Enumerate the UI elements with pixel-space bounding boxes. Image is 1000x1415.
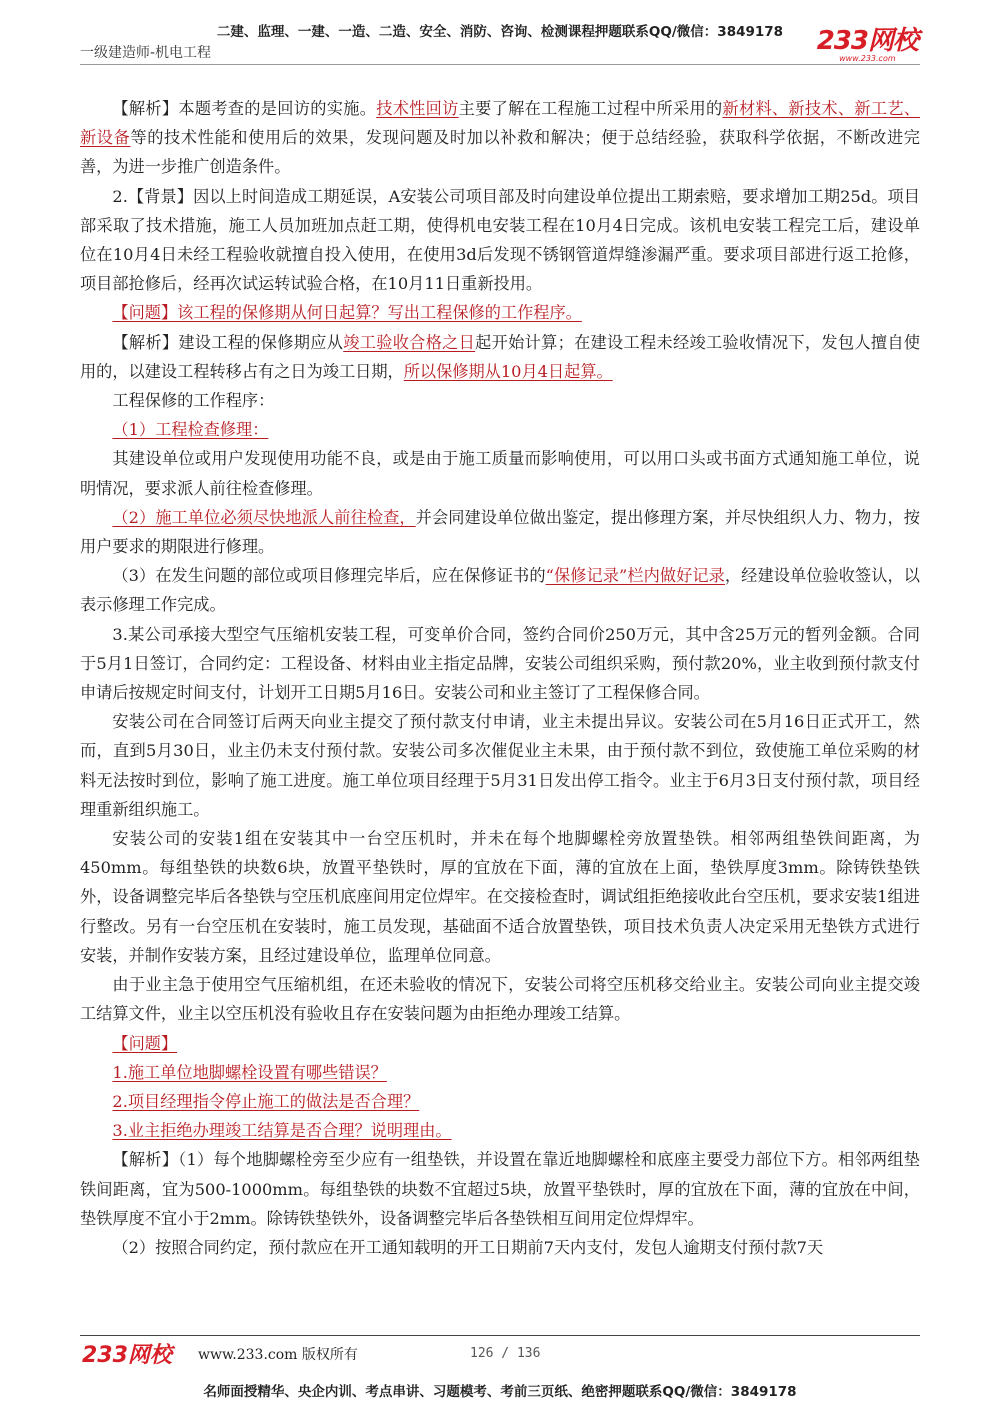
text: 等的技术性能和使用后的效果，发现问题及时加以补救和解决；便于总结经验，获取科学依据，不断改进完善，为进一步推广创造条件。 [80,128,920,177]
logo-url: www.233.com [839,54,896,63]
text: 【解析】建设工程的保修期应从 [112,332,344,352]
paragraph-procedure-title: 工程保修的工作程序： [112,391,275,411]
logo-text: 233网校 [816,26,918,56]
highlight: 新材料、新技术、新工艺、新设备 [80,99,921,148]
paragraph-analysis-2 [80,328,920,386]
text: 并会同建设单位做出鉴定，提出修理方案，并尽快组织人力、物力，按用户要求的期限进行修理。 [80,507,920,557]
question-warranty: 【问题】该工程的保修期从何日起算？写出工程保修的工作程序。 [112,303,582,323]
highlight: 技术性回访 [376,99,459,118]
text: （3）在发生问题的部位或项目修理完毕后，应在保修证书的 [112,566,546,586]
paragraph-case-3-b: 安装公司在合同签订后两天向业主提交了预付款支付申请，业主未提出异议。安装公司在5月16日正式开工，然而，直到5月30日，业主仍未支付预付款。安装公司多次催促业主未果，由于预付款不到位，致使施工单位采购的材料无法按时到位，影响了施工进度。施工单位项目经理于5月31日发出停工指令。业主于6月3日支付预付款，项目经理重新组织施工。 [80,712,920,819]
text: 【解析】 [112,1150,179,1170]
footer-divider [80,1335,920,1336]
text: 【解析】本题考查的是回访的实施。 [112,99,377,118]
question-heading: 【问题】 [112,1033,178,1053]
page-number: 126 / 136 [470,1346,541,1361]
copyright-text: www.233.com 版权所有 [198,1347,358,1363]
question-1: 1.施工单位地脚螺栓设置有哪些错误？ [112,1062,387,1082]
paragraph-case-3-d: 由于业主急于使用空气压缩机组，在还未验收的情况下，安装公司将空压机移交给业主。安装公司向业主提交竣工结算文件，业主以空压机没有验收且存在安装问题为由拒绝办理竣工结算。 [80,975,920,1024]
paragraph-background-2: 2.【背景】因以上时间造成工期延误，A安装公司项目部及时向建设单位提出工期索赔，要求增加工期25d。项目部采取了技术措施，施工人员加班加点赶工期，使得机电安装工程在10月4日完成。该机电安装工程完工后，建设单位在10月4日未经工程验收就擅自投入使用，在使用3d后发现不锈钢管道焊缝渗漏严重。要求项目部进行返工抢修，项目部抢修后，经再次试运转试验合格，在10月11日重新投用。 [80,186,920,294]
page-content [80,94,920,1262]
header-divider [80,64,920,65]
paragraph-analysis-3-b: （2）按照合同约定，预付款应在开工通知载明的开工日期前7天内支付，发包人逾期支付预付款7天 [112,1237,824,1257]
paragraph-analysis-1 [80,94,920,182]
procedure-step-1-title: （1）工程检查修理： [112,420,269,440]
procedure-step-2 [80,503,920,561]
text: 起开始计算；在建设工程未经竣工验收情况下，发包人擅自使用的，以建设工程转移占有之日为竣工日期， [80,332,921,381]
question-3: 3.业主拒绝办理竣工结算是否合理？说明理由。 [112,1121,452,1141]
highlight: （2）施工单位必须尽快地派人前往检查， [112,507,416,527]
document-subject: 一级建造师-机电工程 [80,45,212,61]
footer-logo[interactable]: 233网校 [82,1343,172,1368]
highlight: 竣工验收合格之日 [343,332,476,352]
text: （1）每个地脚螺栓旁至少应有一组垫铁，并设置在靠近地脚螺栓和底座主要受力部位下方。相邻两组垫铁间距离，宜为500-1000mm。每组垫铁的块数不宜超过5块，放置平垫铁时，厚的宜放在下面，薄的宜放在中间，垫铁厚度不宜小于2mm。除铸铁垫铁外，设备调整完毕后各垫铁相互间用定位焊焊牢。 [80,1150,920,1228]
procedure-step-3 [80,561,920,619]
paragraph-case-3: 3.某公司承接大型空气压缩机安装工程，可变单价合同，签约合同价250万元，其中含25万元的暂列金额。合同于5月1日签订，合同约定：工程设备、材料由业主指定品牌，安装公司组织采购，预付款20%，业主收到预付款支付申请后按规定时间支付，计划开工日期5月16日。安装公司和业主签订了工程保修合同。 [80,624,920,703]
question-2: 2.项目经理指令停止施工的做法是否合理？ [112,1091,420,1111]
brand-logo[interactable] [817,28,918,63]
text: ，经建设单位验收签认，以表示修理工作完成。 [80,566,920,615]
highlight: 所以保修期从10月4日起算。 [403,361,613,381]
text: 主要了解在工程施工过程中所采用的 [458,99,723,118]
paragraph-case-3-c: 安装公司的安装1组在安装其中一台空压机时，并未在每个地脚螺栓旁放置垫铁。相邻两组垫铁间距离，为450mm。每组垫铁的块数6块，放置平垫铁时，厚的宜放在下面，薄的宜放在上面，垫铁厚度3mm。除铸铁垫铁外，设备调整完毕后各垫铁与空压机底座间用定位焊牢。在交接检查时，调试组拒绝接收此台空压机，要求安装1组进行整改。另有一台空压机在安装时，施工员发现，基础面不适合放置垫铁，项目技术负责人决定采用无垫铁方式进行安装，并制作安装方案，且经过建设单位，监理单位同意。 [80,829,920,965]
procedure-step-1-text: 其建设单位或用户发现使用功能不良，或是由于施工质量而影响使用，可以用口头或书面方式通知施工单位，说明情况，要求派人前往检查修理。 [80,449,920,498]
paragraph-analysis-3 [80,1145,920,1233]
bottom-banner: 名师面授精华、央企内训、考点串讲、习题模考、考前三页纸、绝密押题联系QQ/微信：3849178 [203,1384,797,1400]
highlight: “保修记录”栏内做好记录 [545,566,725,586]
top-banner: 二建、监理、一建、一造、二造、安全、消防、咨询、检测课程押题联系QQ/微信：3849178 [216,24,784,40]
